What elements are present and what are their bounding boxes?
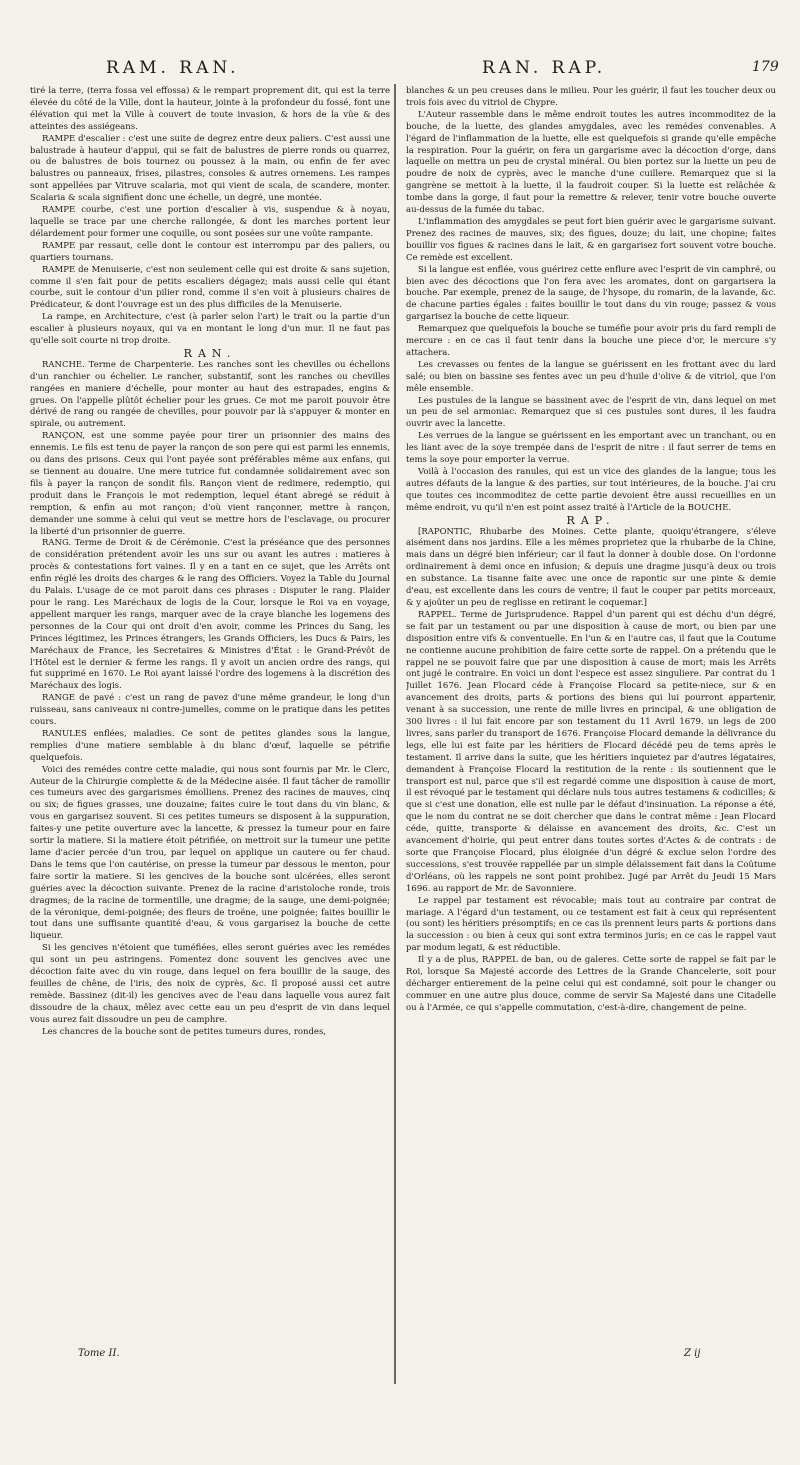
entry-rappel: RAPPEL. Terme de Jurisprudence. Rappel d'un parent qui est déchu d'un dégré, se fait par un testament ou par une disposition à cause de mort, ou bien par une disposition entre vifs & conventuelle. En l'un & en l'autre cas, il faut que la Coutume ne contienne aucune prohibition de faire cette sorte de rappel. On a prétendu que le rappel ne se pouvoit faire que par une disposition à cause de mort; mais les Arrêts ont jugé le contraire. En voici un dont l'espece est assez singuliere. Par contrat du 1 Juillet 1676. Jean Flocard céde à Françoise Flocard sa petite-niece, sur & en avancement des droits, parts & portions des biens qui lui pourront appartenir, venant à sa succession, une rente de mille livres en principal, & une obligation de 300 livres : il lui fait encore par son testament du 11 Avril 1679. un legs de 200 livres, sans parler du transport de 1676. Françoise Flocard demande la délivrance du legs, elle lui est faite par les héritiers de Flocard décédé peu de tems après le testament. Il arrive dans la suite, que les héritiers inquietez par d'autres légataires, demandent à Françoise Flocard la restitution de la rente : ils soutiennent que le transport est nul, parce que s'il est regardé comme une disposition à cause de mort, il est révoqué par le testament qui déclare nuls tous autres testamens & codicilles; & que si c'est une donation, elle est nulle par le défaut d'insinuation. La réponse a été, que le nom du contrat ne se doit chercher que dans le contrat même : Jean Flocard céde, quitte, transporte & délaisse en avancement des droits, &c. C'est un avancement d'hoirie, qui peut entrer dans toutes sortes d'Actes & de contrats : de sorte que Françoise Flocard, plus éloignée d'un dégré & exclue selon l'ordre des successions, s'est trouvée rappellée par un simple délaissement fait dans la Coûtume d'Orléans, où les rappels ne sont point prohibez. Jugé par Arrêt du Jeudi 15 Mars 1696. au rapport de Mr. de Savonniere. [406,609,776,894]
volume-signature: Tome II. [78,1348,120,1359]
paragraph: Les verrues de la langue se guérissent en les emportant avec un tranchant, ou en les liant avec de la soye trempée dans de l'esprit de nitre : il faut serrer de tems en tems la soye pour emporter la verrue. [406,431,776,466]
section-heading-rap: RAP. [566,513,616,527]
right-column [406,86,776,1386]
entry-rampe-ressaut: RAMPE par ressaut, celle dont le contour est interrompu par des paliers, ou quartiers tournans. [30,240,390,263]
paragraph: L'Auteur rassemble dans le même endroit toutes les autres incommoditez de la bouche, de la luette, des glandes amygdales, avec les remédes convenables. A l'égard de l'inflammation de la luette, elle est quelquefois si grande qu'elle empêche la respiration. Pour la guérir, on fera un gargarisme avec la décoction d'orge, dans laquelle on mettra un peu de crystal minéral. Ou bien portez sur la luette un peu de poudre de noix de cyprès, avec le manche d'une cuillere. Remarquez que si la gangrène se mettoit à la luette, il la faudroit couper. Si la luette est relâchée & tombe dans la gorge, il faut pour la remettre & relever, tenir votre bouche ouverte au-dessus de la fumée du tabac. [406,109,776,216]
entry-range-pave: RANGE de pavé : c'est un rang de pavez d'une même grandeur, le long d'un ruisseau, sans caniveaux ni contre-jumelles, comme on le pratique dans les petites cours. [30,693,390,728]
paragraph: Les chancres de la bouche sont de petites tumeurs dures, rondes, [42,1026,327,1037]
paragraph: Si les gencives n'étoient que tuméfiées, elles seront guéries avec les remédes qui sont un peu astringens. Fomentez donc souvent les gencives avec une décoction faite avec du vin rouge, dans lequel on fera bouillir de la sauge, des feuilles de chêne, de l'iris, des noix de cyprès, &c. Il proposé aussi cet autre remède. Bassinez (dit-il) les gencives avec de l'eau dans laquelle vous aurez fait dissoudre de la chaux, mêlez avec cette eau un peu d'esprit de vin dans lequel vous aurez fait dissoudre un peu de camphre. [30,943,390,1025]
paragraph: Remarquez que quelquefois la bouche se tuméfie pour avoir pris du fard rempli de mercure : en ce cas il faut tenir dans la bouche une piece d'or, le mercure s'y attachera. [406,324,776,358]
paragraph: L'inflammation des amygdales se peut fort bien guérir avec le gargarisme suivant. Prenez des racines de mauves, six; des figues, douze; du lait, une chopine; faites bouillir vos figues & racines dans le lait, & en gargarisez fort souvent votre bouche. Ce remède est excellent. [406,216,776,263]
entry-rancon: RANÇON, est une somme payée pour tirer un prisonnier des mains des ennemis. Le fils est tenu de payer la rançon de son pere qui est parmi les ennemis, ou dans des prisons. Ceux qui l'ont payée sont préférables même aux enfans, qui se tiennent au douaire. Une mere tutrice fut condamnée solidairement avec son fils à payer la rançon de sondit fils. Rançon vient de redimere, redemptio, qui produit dans le François le mot redemption, lequel étant abregé se réduit à remption, & enfin au mot rançon; d'où vient rançonner, mettre à rançon, demander une somme à celui qui veut se mettre hors de l'esclavage, ou procurer la liberté d'un prisonnier de guerre. [30,431,390,537]
paragraph: Voici des remédes contre cette maladie, qui nous sont fournis par Mr. le Clerc, Auteur de la Chirurgie complette & de la Médecine aisée. Il faut tâcher de ramollir ces tumeurs avec des gargarismes émolliens. Prenez des racines de mauves, cinq ou six; de figues grasses, une douzaine; faites cuire le tout dans du vin blanc, & vous en gargarisez souvent. Si ces petites tumeurs se disposent à la suppuration, faites-y une petite ouverture avec la lancette, & pressez la tumeur pour en faire sortir la matiere. Si la matiere étoit pétrifiée, on mettroit sur la tumeur une petite lame d'acier percée d'un trou, par lequel on applique un cautere ou fer chaud. Dans le tems que l'on cautérise, on presse la tumeur par dessous le menton, pour faire sortir la matiere. Si les gencives de la bouche sont ulcérées, elles seront guéries avec la décoction suivante. Prenez de la racine d'aristoloche ronde, trois dragmes; de la racine de tormentille, une dragme; de la sauge, une demi-poignée; de la véronique, demi-poignée; des fleurs de troëne, une poignée; faites bouillir le tout dans une suffisante quantité d'eau, & vous gargarisez la bouche de cette liqueur. [30,764,390,942]
entry-rampe-courbe: RAMPE courbe, c'est une portion d'escalier à vis, suspendue & à noyau, laquelle se trace par une cherche rallongée, & dont les marches portent leur délardement pour former une coquille, ou sont posées sur une voûte rampante. [30,205,390,239]
paragraph: Les pustules de la langue se bassinent avec de l'esprit de vin, dans lequel on met un peu de sel armoniac. Remarquez que si ces pustules sont dures, il les faudra ouvrir avec la lancette. [406,395,776,430]
paragraph: Voilà à l'occasion des ranules, qui est un vice des glandes de la langue; tous les autres défauts de la langue & des parties, sur tout intérieures, de la bouche. J'ai cru que toutes ces incommoditez de cette partie devoient être aussi recueillies en un même endroit, vu qu'il n'en est point assez traité à l'Article de la BOUCHE. [406,467,776,513]
page-number: 179 [752,59,779,75]
paragraph: Si la langue est enflée, vous guérirez cette enflure avec l'esprit de vin camphré, ou bien avec des décoctions que l'on fera avec les aromates, dont on gargarisera la bouche. Par exemple, prenez de la sauge, de l'hysope, du romarin, de la lavande, &c. de chacune parties égales : faites bouillir le tout dans du vin rouge; passez & vous gargarisez la bouche de cette liqueur. [406,264,776,323]
paragraph: blanches & un peu creuses dans le milieu. Pour les guérir, il faut les toucher deux ou trois fois avec du vitriol de Chypre. [406,86,776,108]
column-divider [394,84,396,1384]
entry-rampe-escalier: RAMPE d'escalier : c'est une suite de degrez entre deux paliers. C'est aussi une balustrade à hauteur d'appui, qui se fait de balustres de pierre ronds ou quarrez, ou de balustres de bois tournez ou poussez à la main, ou enfin de fer avec balustres ou panneaux, frises, pilastres, consoles & autres ornemens. Les rampes sont appellées par Vitruve scalaria, mot qui vient de scala, de scandere, monter. Scalaria & scala signifient donc une échelle, un degré, une montée. [30,133,390,204]
running-header [0,58,800,84]
header-right-title: RAN. RAP. [482,58,607,78]
paragraph: Il y a de plus, RAPPEL de ban, ou de galeres. Cette sorte de rappel se fait par le Roi, lorsque Sa Majesté accorde des Lettres de la Grande Chancelerie, soit pour décharger entierement de la peine celui qui est condamné, soit pour le changer ou commuer en une autre plus douce, comme de servir Sa Majesté dans une Citadelle ou à l'Armée, ce qui s'appelle commutation, c'est-à-dire, changement de peine. [406,955,776,1013]
paragraph: Le rappel par testament est révocable; mais tout au contraire par contrat de mariage. A l'égard d'un testament, ou ce testament est fait à ceux qui représentent (ou sont) les héritiers présomptifs; en ce cas ils prennent leurs parts & portions dans la succession : ou bien à ceux qui sont extra terminos juris; en ce cas le rappel vaut par modum legati, & est réductible. [406,895,776,954]
paragraph: Les crevasses ou fentes de la langue se guérissent en les frottant avec du lard salé; ou bien on bassine ses fentes avec un peu d'huile d'olive & de vitriol, que l'on mêle ensemble. [406,359,776,394]
signature-mark: Z ij [684,1348,701,1359]
paragraph: La rampe, en Architecture, c'est (à parler selon l'art) le trait ou la partie d'un escalier à plusieurs noyaux, qui va en montant le long d'un mur. Il ne faut pas qu'elle soit courte ni trop droite. [30,312,390,347]
section-heading-ran: RAN. [183,346,237,360]
left-column [30,86,390,1386]
entry-rang: RANG. Terme de Droit & de Cérémonie. C'est la préséance que des personnes de considération prétendent avoir les uns sur ou avant les autres : matieres à procès & contestations fort vaines. Il y en a tant en ce sujet, que les Arrêts ont enfin réglé les droits des charges & le rang des Officiers. Voyez la Table du Journal du Palais. L'usage de ce mot paroit dans ces phrases : Disputer le rang. Plaider pour le rang. Les Maréchaux de logis de la Cour, lorsque le Roi va en voyage, appellent marquer les rangs, marquer avec de la craye blanche les logemens des personnes de la Cour qui ont droit d'en avoir, comme les Princes du Sang, les Princes légitimez, les Princes étrangers, les Grands Officiers, les Ducs & Pairs, les Maréchaux de France, les Secretaires & Ministres d'État : le Grand-Prévôt de l'Hôtel est le dernier & ferme les rangs. Il y avoit un ancien ordre des rangs, qui fut supprimé en 1670. Le Roi ayant laissé l'ordre des logemens à la discrétion des Maréchaux des logis. [30,538,390,692]
header-left-title: RAM. RAN. [106,58,240,78]
paragraph: tiré la terre, (terra fossa vel effossa) & le rempart proprement dit, qui est la terre élevée du côté de la Ville, dont la hauteur, jointe à la profondeur du fossé, font une élévation qui met la Ville à couvert de toute invasion, & hors de la vûe & des atteintes des assiégeans. [30,86,390,132]
entry-rapontic: [RAPONTIC, Rhubarbe des Moines. Cette plante, quoiqu'étrangere, s'éleve aisément dans nos jardins. Elle a les mêmes proprietez que la rhubarbe de la Chine, mais dans un dégré bien inférieur; car il faut la donner à double dose. On l'ordonne ordinairement à demi once en infusion; & depuis une dragme jusqu'à deux ou trois en substance. La tisanne faite avec une once de rapontic sur une pinte & demie d'eau, est excellente dans les cours de ventre; il faut le couper par petits morceaux, & y ajoûter un peu de reglisse en retirant le coquemar.] [406,526,776,608]
entry-ranules: RANULES enflées, maladies. Ce sont de petites glandes sous la langue, remplies d'une matiere semblable à du blanc d'œuf, laquelle se pétrifie quelquefois. [30,728,390,763]
entry-rampe-menuiserie: RAMPE de Menuiserie, c'est non seulement celle qui est droite & sans sujetion, comme il s'en fait pour de petits escaliers dégagez; mais aussi celle qui étant courbe, suit le contour d'un pilier rond, comme il s'en voit à plusieurs chaires de Prédicateur, & dont l'ouvrage est un des plus difficiles de la Menuiserie. [30,264,390,311]
entry-ranche: RANCHE. Terme de Charpenterie. Les ranches sont les chevilles ou échellons d'un ranchier ou échelier. Le rancher, substantif, sont les ranches ou chevilles rangées en maniere d'échelle, pour monter au haut des estrapades, engins & grues. On l'appelle plûtôt échelier pour les grues. Ce mot me paroit pouvoir être dérivé de rang ou rangée de chevilles, pour pouvoir par là s'appuyer & monter en spirale, ou autrement. [30,359,390,430]
